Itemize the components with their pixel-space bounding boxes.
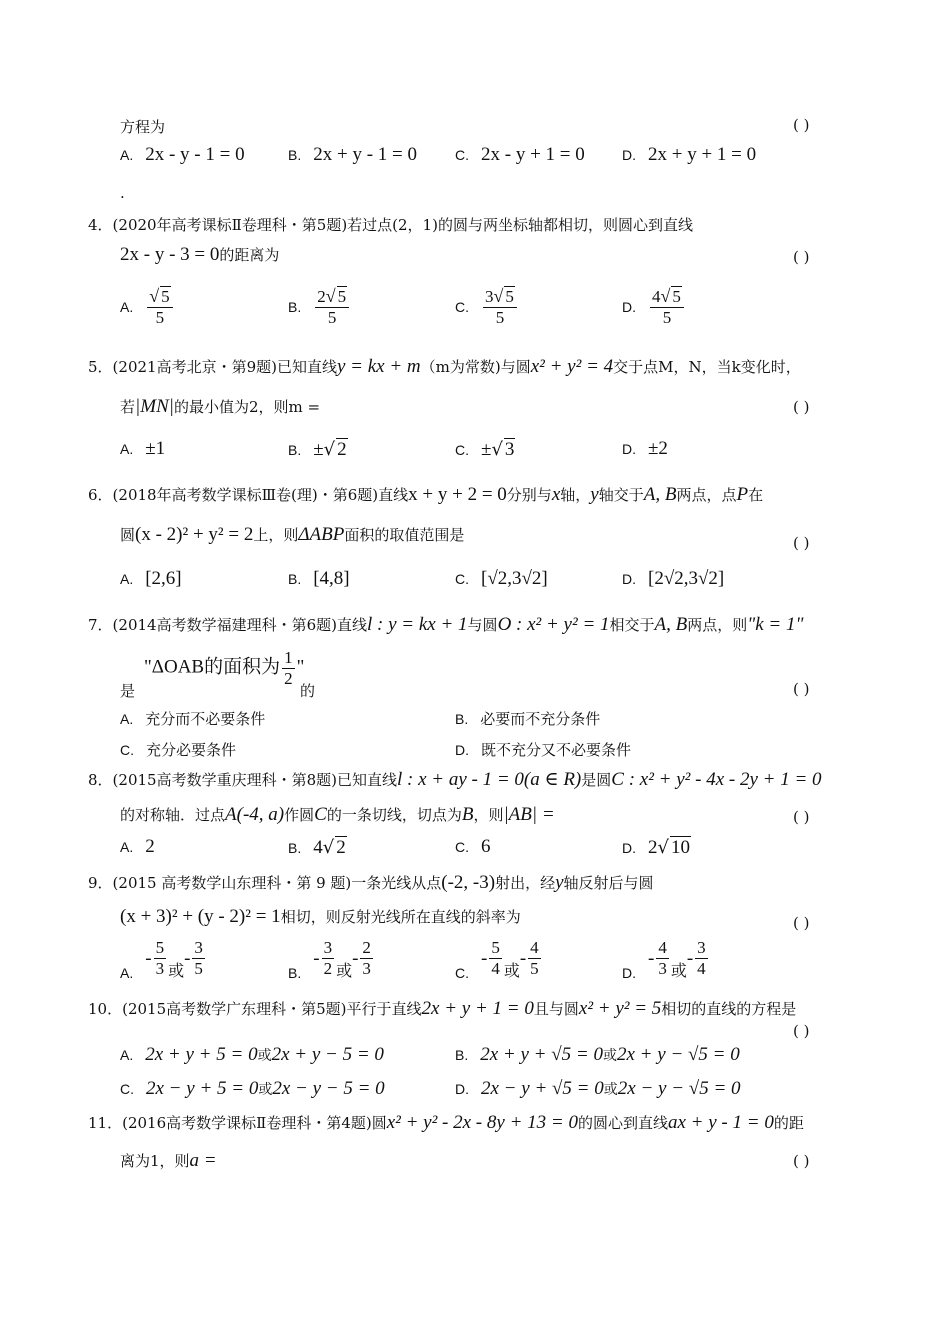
- q9-option-c: C. - $\frac{5}{4}$ 或 - $\frac{4}{5}$: [455, 938, 539, 981]
- q10-option-a: A. 2x + y + 5 = 0 或 2x + y − 5 = 0: [120, 1044, 384, 1065]
- q3-stem-end: 方程为: [120, 118, 166, 136]
- q7-option-d: D. 既不充分又不必要条件: [455, 741, 632, 759]
- q10-stem-line1: 10．(2015高考数学广东理科・第5题)平行于直线2x + y + 1 = 0且与圆x² + y² = 5相切的直线的方程是: [88, 998, 797, 1019]
- q8-option-d: D. 2 √ 10: [622, 836, 690, 858]
- q4-option-c: C. $\frac{3√ 5}{5}$: [455, 286, 519, 328]
- q4-option-b: B. $\frac{2√ 5}{5}$: [288, 286, 351, 328]
- q5-stem-line2: 若|MN|的最小值为2，则m =: [120, 396, 321, 417]
- q6-stem-line2: 圆(x - 2)² + y² = 2上，则ΔABP面积的取值范围是: [120, 524, 465, 545]
- q8-answer-paren: ( ): [793, 808, 810, 826]
- q3-option-c: C. 2x - y + 1 = 0: [455, 144, 585, 165]
- q7-option-c: C. 充分必要条件: [120, 741, 237, 759]
- q8-option-c: C. 6: [455, 836, 491, 857]
- q5-option-a: A. ±1: [120, 438, 166, 459]
- q11-stem-line2: 离为1，则a =: [120, 1150, 217, 1171]
- q5-option-c: C. ± √ 3: [455, 438, 515, 460]
- q7-stem-de: 的: [300, 682, 316, 700]
- q4-option-d: D. $\frac{4√ 5}{5}$: [622, 286, 686, 328]
- question-number: 4．: [88, 216, 113, 234]
- q6-option-c: C. [√2,3√2]: [455, 568, 548, 589]
- q9-stem-line1: 9．(2015 高考数学山东理科・第 9 题)一条光线从点(-2, -3)射出，经y轴反射后与圆: [88, 872, 654, 893]
- q10-option-c: C. 2x − y + 5 = 0 或 2x − y − 5 = 0: [120, 1078, 385, 1099]
- q5-option-b: B. ± √ 2: [288, 438, 347, 460]
- q6-option-a: A. [2,6]: [120, 568, 182, 589]
- q7-quote-expression: "ΔOAB的面积为 $\frac{1}{2}$ ": [144, 648, 305, 688]
- q3-option-d: D. 2x + y + 1 = 0: [622, 144, 757, 165]
- question-number: 8．: [88, 771, 113, 789]
- q4-option-a: A. $\frac{√ 5}{5}$: [120, 286, 175, 328]
- q9-option-d: D. - $\frac{4}{3}$ 或 - $\frac{3}{4}$: [622, 938, 706, 981]
- q5-stem-line1: 5．(2021高考北京・第9题)已知直线y = kx + m（m为常数)与圆x² + y² = 4交于点M，N，当k变化时，: [88, 356, 801, 377]
- q7-stem-line1: 7．(2014高考数学福建理科・第6题)直线l : y = kx + 1与圆O : x² + y² = 1相交于A, B两点，则"k = 1": [88, 614, 804, 635]
- q3-answer-paren: ( ): [793, 116, 810, 134]
- question-number: 7．: [88, 616, 113, 634]
- q10-option-d: D. 2x − y + √5 = 0 或 2x − y − √5 = 0: [455, 1078, 741, 1099]
- question-number: 10．: [88, 1000, 123, 1018]
- q6-answer-paren: ( ): [793, 534, 810, 552]
- q7-option-a: A. 充分而不必要条件: [120, 710, 266, 728]
- q6-option-d: D. [2√2,3√2]: [622, 568, 725, 589]
- q6-stem-line1: 6．(2018年高考数学课标Ⅲ卷(理)・第6题)直线x + y + 2 = 0分别与x轴，y轴交于A, B两点，点P在: [88, 484, 764, 505]
- q7-stem-shi: 是: [120, 682, 136, 700]
- q11-stem-line1: 11．(2016高考数学课标Ⅱ卷理科・第4题)圆x² + y² - 2x - 8y + 13 = 0的圆心到直线ax + y - 1 = 0的距: [88, 1112, 804, 1133]
- question-number: 11．: [88, 1114, 123, 1132]
- q4-stem-line2: 2x - y - 3 = 0的距离为: [120, 244, 280, 265]
- question-number: 6．: [88, 486, 113, 504]
- q4-answer-paren: ( ): [793, 248, 810, 266]
- q5-option-d: D. ±2: [622, 438, 668, 459]
- q9-stem-line2: (x + 3)² + (y - 2)² = 1相切，则反射光线所在直线的斜率为: [120, 906, 521, 927]
- q10-answer-paren: ( ): [793, 1022, 810, 1040]
- q4-stem-line1: 4．(2020年高考课标Ⅱ卷理科・第5题)若过点(2，1)的圆与两坐标轴都相切，则圆心到直线: [88, 216, 693, 234]
- q3-dot: .: [120, 184, 125, 202]
- question-number: 9．: [88, 874, 113, 892]
- q10-option-b: B. 2x + y + √5 = 0 或 2x + y − √5 = 0: [455, 1044, 740, 1065]
- q7-option-b: B. 必要而不充分条件: [455, 710, 601, 728]
- q9-option-b: B. - $\frac{3}{2}$ 或 - $\frac{2}{3}$: [288, 938, 371, 981]
- question-number: 5．: [88, 358, 113, 376]
- q8-option-b: B. 4 √ 2: [288, 836, 346, 858]
- q3-option-b: B. 2x + y - 1 = 0: [288, 144, 417, 165]
- q11-answer-paren: ( ): [793, 1152, 810, 1170]
- q8-stem-line2: 的对称轴．过点A(-4, a)作圆C的一条切线，切点为B，则|AB| =: [120, 804, 555, 825]
- q9-answer-paren: ( ): [793, 914, 810, 932]
- q5-answer-paren: ( ): [793, 398, 810, 416]
- q8-stem-line1: 8．(2015高考数学重庆理科・第8题)已知直线l : x + ay - 1 = 0(a ∈ R)是圆C : x² + y² - 4x - 2y + 1 = 0: [88, 769, 822, 790]
- q3-option-a: A. 2x - y - 1 = 0: [120, 144, 245, 165]
- q9-option-a: A. - $\frac{5}{3}$ 或 - $\frac{3}{5}$: [120, 938, 203, 981]
- q8-option-a: A. 2: [120, 836, 155, 857]
- q6-option-b: B. [4,8]: [288, 568, 350, 589]
- q7-answer-paren: ( ): [793, 680, 810, 698]
